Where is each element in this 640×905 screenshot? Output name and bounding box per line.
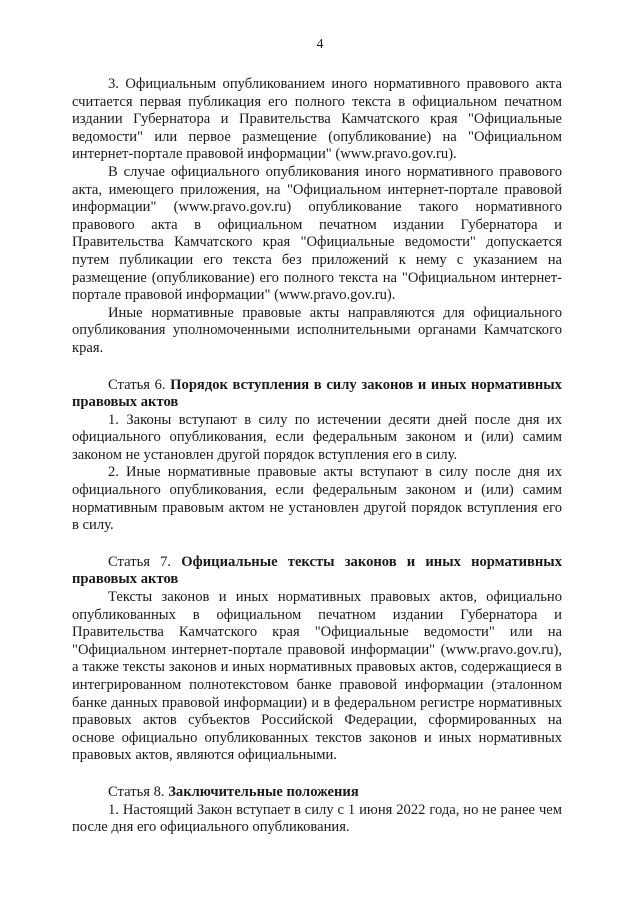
- article-title: Официальные тексты законов и иных нормативных правовых актов: [72, 553, 562, 588]
- paragraph: 3. Официальным опубликованием иного нормативного правового акта считается первая публикация его полного текста в официальном печатном издании Губернатора и Правительства Камчатского края "Официальные ведомости" или первое размещение (опубликование) на "Официальном интернет-портале правовой информации" (www.pravo.gov.ru).: [72, 76, 562, 163]
- document-body: [72, 76, 562, 837]
- article-heading: [72, 377, 562, 412]
- article-6: [72, 377, 562, 535]
- article-7: [72, 554, 562, 765]
- article-label: Статья 7.: [108, 553, 172, 570]
- article-8: [72, 784, 562, 837]
- paragraph: 2. Иные нормативные правовые акты вступают в силу после дня их официального опубликования, если федеральным законом и (или) самим нормативным правовым актом не установлен другой порядок вступления его в силу.: [72, 464, 562, 534]
- paragraph: 1. Настоящий Закон вступает в силу с 1 июня 2022 года, но не ранее чем после дня его официального опубликования.: [72, 801, 562, 836]
- paragraph: 1. Законы вступают в силу по истечении десяти дней после дня их официального опубликования, если федеральным законом и (или) самим законом не установлен другой порядок вступления его в силу.: [72, 411, 562, 463]
- article-title: Порядок вступления в силу законов и иных нормативных правовых актов: [72, 376, 562, 411]
- paragraph: Тексты законов и иных нормативных правовых актов, официально опубликованных в официальном печатном издании Губернатора и Правительства Камчатского края "Официальные ведомости" или на "Официальном интернет-портале правовой информации" (www.pravo.gov.ru), а также тексты законов и иных нормативных правовых актов, содержащиеся в интегрированном полнотекстовом банке правовой информации (эталонном банке данных правовой информации) и в федеральном регистре нормативных правовых актов субъектов Российской Федерации, сформированных на основе официально опубликованных текстов законов и иных нормативных правовых актов, являются официальными.: [72, 589, 562, 764]
- page-number: 4: [316, 37, 324, 52]
- article-title: Заключительные положения: [168, 783, 359, 800]
- paragraph: В случае официального опубликования иного нормативного правового акта, имеющего приложения, на "Официальном интернет-портале правовой информации" (www.pravo.gov.ru) опубликование такого нормативного правового акта в официальном печатном издании Губернатора и Правительства Камчатского края "Официальные ведомости" допускается путем публикации его текста без приложений к нему с указанием на размещение (опубликование) его полного текста на "Официальном интернет-портале правовой информации" (www.pravo.gov.ru).: [72, 163, 562, 304]
- article-label: Статья 6.: [108, 376, 166, 393]
- article-label: Статья 8.: [108, 783, 165, 800]
- article-heading: [72, 784, 562, 802]
- article-heading: [72, 554, 562, 589]
- paragraph: Иные нормативные правовые акты направляются для официального опубликования уполномоченными исполнительными органами Камчатского края.: [72, 304, 562, 356]
